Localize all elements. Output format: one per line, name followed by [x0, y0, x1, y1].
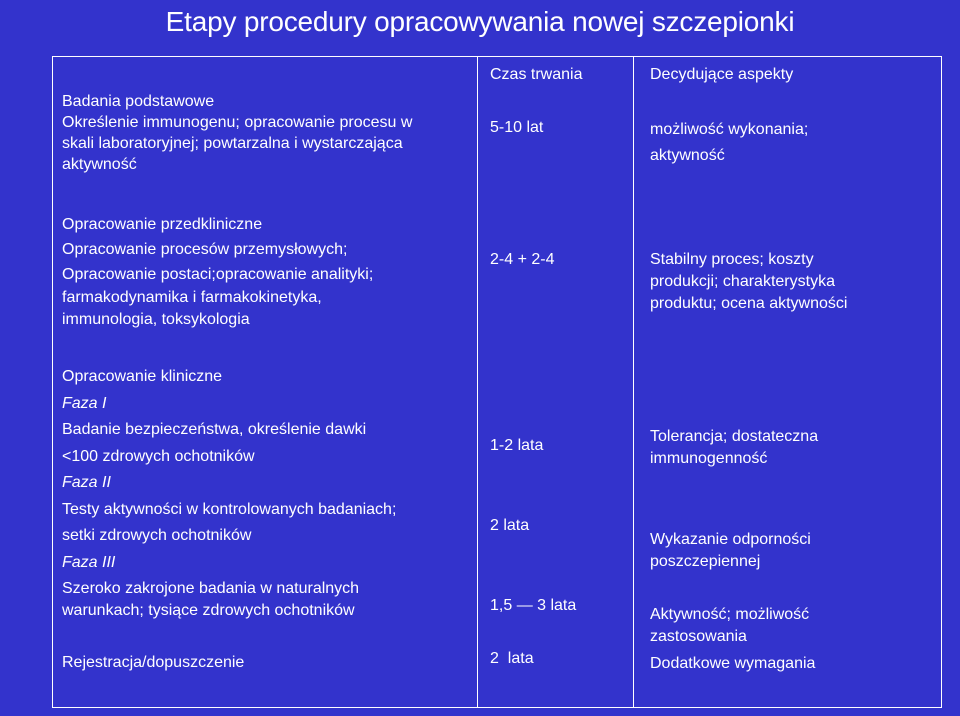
header-duration: Czas trwania [490, 66, 583, 83]
aspect-line: zastosowania [650, 628, 747, 645]
duration-phase-3: 1,5 — 3 lata [490, 597, 577, 614]
aspect-line: Stabilny proces; koszty [650, 251, 814, 268]
registration-label: Rejestracja/dopuszczenie [62, 654, 245, 671]
row-line: warunkach; tysiące zdrowych ochotników [62, 602, 355, 619]
aspect-line: Wykazanie odporności [650, 531, 811, 548]
duration-phase-1: 1-2 lata [490, 437, 544, 454]
header-aspects: Decydujące aspekty [650, 66, 794, 83]
column-divider-2 [633, 56, 634, 708]
row-line: <100 zdrowych ochotników [62, 447, 255, 465]
row-basic-research [62, 91, 472, 175]
row-line: Testy aktywności w kontrolowanych badaniach; [62, 500, 397, 518]
row-line: aktywność [62, 156, 137, 173]
row-line: immunologia, toksykologia [62, 311, 250, 328]
page-title: Etapy procedury opracowywania nowej szczepionki [165, 6, 795, 37]
aspects-registration: Dodatkowe wymagania [650, 655, 816, 672]
row-line: Opracowanie procesów przemysłowych; [62, 241, 348, 258]
row-line: setki zdrowych ochotników [62, 527, 252, 544]
aspect-line: możliwość wykonania; [650, 121, 809, 138]
row-heading: Opracowanie przedkliniczne [62, 216, 263, 233]
phase-1-label: Faza I [62, 394, 107, 412]
row-line: farmakodynamika i farmakokinetyka, [62, 289, 322, 306]
duration-registration: 2 lata [490, 650, 534, 667]
aspect-line: poszczepiennej [650, 553, 761, 570]
aspect-line: immunogenność [650, 450, 768, 467]
row-heading: Opracowanie kliniczne [62, 368, 223, 385]
duration-basic: 5-10 lat [490, 119, 544, 136]
duration-preclinical: 2-4 + 2-4 [490, 251, 555, 268]
aspects-phase-3 [650, 604, 935, 648]
aspects-phase-2 [650, 529, 935, 573]
row-preclinical [62, 212, 472, 331]
aspect-line: produktu; ocena aktywności [650, 295, 848, 312]
aspect-line: Tolerancja; dostateczna [650, 428, 819, 445]
phase-3-label: Faza III [62, 553, 116, 571]
aspect-line: produkcji; charakterystyka [650, 273, 835, 290]
row-heading: Badania podstawowe [62, 93, 215, 110]
aspects-basic [650, 117, 935, 169]
row-line: Opracowanie postaci;opracowanie analityki; [62, 266, 374, 283]
phase-2-label: Faza II [62, 474, 111, 491]
row-line: Szeroko zakrojone badania w naturalnych [62, 580, 360, 597]
column-divider-1 [477, 56, 478, 708]
row-line: Badanie bezpieczeństwa, określenie dawki [62, 421, 367, 438]
duration-phase-2: 2 lata [490, 517, 530, 534]
aspects-phase-1 [650, 426, 935, 470]
row-clinical [62, 364, 472, 677]
aspect-line: aktywność [650, 147, 725, 164]
row-line: skali laboratoryjnej; powtarzalna i wystarczająca [62, 135, 403, 152]
aspects-preclinical [650, 249, 935, 315]
aspect-line: Aktywność; możliwość [650, 606, 810, 623]
row-line: Określenie immunogenu; opracowanie procesu w [62, 114, 413, 131]
